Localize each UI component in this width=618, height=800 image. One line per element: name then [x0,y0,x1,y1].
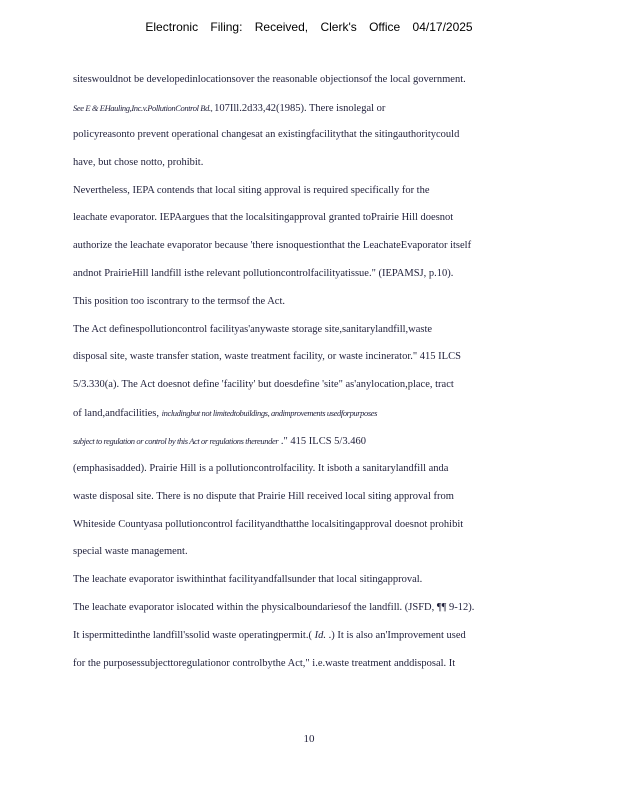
text-line [73,128,543,142]
line-text: disposal site, waste transfer station, waste treatment facility, or waste incinerator." 415 ILCS [73,351,461,362]
filing-header: Electronic Filing: Received, Clerk's Office 04/17/2025 [145,20,473,34]
line-text: policyreasonto prevent operational changesat an existingfacilitythat the sitingauthoritycould [73,129,460,140]
text-line [73,350,543,364]
emphasized-text: includingbut not limitedtobuildings, andimprovements usedforpurposes [161,408,378,418]
line-text: andnot PrairieHill landfill isthe relevant pollutioncontrolfacilityatissue." (IEPAMSJ, p.10). [73,268,454,279]
text-line [73,101,543,116]
line-text: have, but chose notto, prohibit. [73,157,204,168]
page-number: 10 [303,733,315,745]
line-text: special waste management. [73,546,188,557]
line-text: waste disposal site. There is no dispute that Prairie Hill received local siting approval from [73,491,454,502]
line-text: Whiteside Countyasa pollutioncontrol facilityandthatthe localsitingapproval doesnot prohibit [73,519,464,530]
line-text: The leachate evaporator islocated within the physicalboundariesof the landfill. (JSFD, ¶¶ 9-12). [73,602,475,613]
text-line [73,434,543,449]
emphasized-text: subject to regulation or control by this Act or regulations thereunder [73,436,279,446]
text-line [73,462,543,476]
line-text: Nevertheless, IEPA contends that local siting approval is required specifically for the [73,185,430,196]
text-line [73,239,543,253]
line-text: This position too iscontrary to the termsof the Act. [73,296,286,307]
text-line [73,156,543,170]
text-line [73,573,543,587]
id-citation: Id. [314,630,326,641]
line-text: It ispermittedinthe landfill'ssolid waste operatingpermit.( [73,630,315,641]
line-text: (emphasisadded). Prairie Hill is a pollutioncontrolfacility. It isboth a sanitarylandfill anda [73,463,449,474]
line-text: ." 415 ILCS 5/3.460 [278,436,366,447]
text-line [73,184,543,198]
line-text: of land,andfacilities, [73,408,162,419]
text-line [73,629,543,643]
text-line [73,601,543,615]
case-citation: See E & EHauling,Inc.v.PollutionControl Bd., [73,103,215,113]
line-text: 5/3.330(a). The Act doesnot define 'facility' but doesdefine 'site" as'anylocation,place, tract [73,379,454,390]
text-line [73,378,543,392]
text-line [73,211,543,225]
line-text: for the purposessubjecttoregulationor controlbythe Act," i.e.waste treatment anddisposal. It [73,658,456,669]
text-line [73,657,543,671]
text-line [73,406,543,421]
line-text: The leachate evaporator iswithinthat facilityandfallsunder that local sitingapproval. [73,574,423,585]
line-text: leachate evaporator. IEPAargues that the localsitingapproval granted toPrairie Hill doesnot [73,212,454,223]
text-line [73,545,543,559]
text-line [73,490,543,504]
text-line [73,323,543,337]
line-text: authorize the leachate evaporator because 'there isnoquestionthat the LeachateEvaporator itself [73,240,472,251]
line-text: The Act definespollutioncontrol facilityas'anywaste storage site,sanitarylandfill,waste [73,324,433,335]
text-line [73,267,543,281]
line-text: siteswouldnot be developedinlocationsover the reasonable objectionsof the local government. [73,74,466,85]
text-line [73,73,543,87]
line-text: .) It is also an'Improvement used [325,630,466,641]
line-text: 107Ill.2d33,42(1985). There isnolegal or [214,103,386,114]
text-line [73,518,543,532]
text-line [73,295,543,309]
